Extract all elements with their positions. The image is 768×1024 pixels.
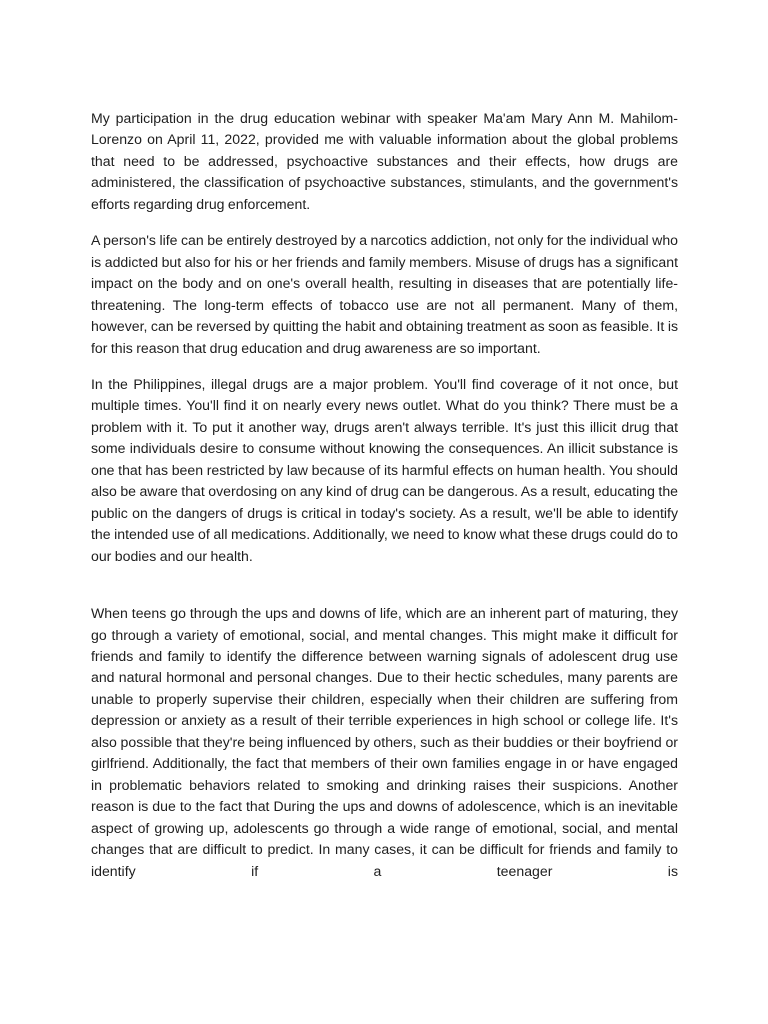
paragraph-1: My participation in the drug education webinar with speaker Ma'am Mary Ann M. Mahilom-Lorenzo on April 11, 2022, provided me with valuable information about the global problems that need to be addressed, psychoactive substances and their effects, how drugs are administered, the classification of psychoactive substances, stimulants, and the government's efforts regarding drug enforcement. [91,110,678,212]
document-body [91,108,678,882]
paragraph-4: When teens go through the ups and downs of life, which are an inherent part of maturing, they go through a variety of emotional, social, and mental changes. This might make it difficult for friends and family to identify the difference between warning signals of adolescent drug use and natural hormonal and personal changes. Due to their hectic schedules, many parents are unable to properly supervise their children, especially when their children are suffering from depression or anxiety as a result of their terrible experiences in high school or college life. It's also possible that they're being influenced by others, such as their buddies or their boyfriend or girlfriend. Additionally, the fact that members of their own families engage in or have engaged in problematic behaviors related to smoking and drinking raises their suspicions. Another reason is due to the fact that During the ups and downs of adolescence, which is an inevitable aspect of growing up, adolescents go through a wide range of emotional, social, and mental changes that are difficult to predict. In many cases, it can be difficult for friends and family to identify if a teenager is [91,605,678,879]
paragraph-3: In the Philippines, illegal drugs are a major problem. You'll find coverage of it not once, but multiple times. You'll find it on nearly every news outlet. What do you think? There must be a problem with it. To put it another way, drugs aren't always terrible. It's just this illicit drug that some individuals desire to consume without knowing the consequences. An illicit substance is one that has been restricted by law because of its harmful effects on human health. You should also be aware that overdosing on any kind of drug can be dangerous. As a result, educating the public on the dangers of drugs is critical in today's society. As a result, we'll be able to identify the intended use of all medications. Additionally, we need to know what these drugs could do to our bodies and our health. [91,375,678,564]
paragraph-2: A person's life can be entirely destroyed by a narcotics addiction, not only for the individual who is addicted but also for his or her friends and family members. Misuse of drugs has a significant impact on the body and on one's overall health, resulting in diseases that are potentially life-threatening. The long-term effects of tobacco use are not all permanent. Many of them, however, can be reversed by quitting the habit and obtaining treatment as soon as feasible. It is for this reason that drug education and drug awareness are so important. [91,232,678,356]
